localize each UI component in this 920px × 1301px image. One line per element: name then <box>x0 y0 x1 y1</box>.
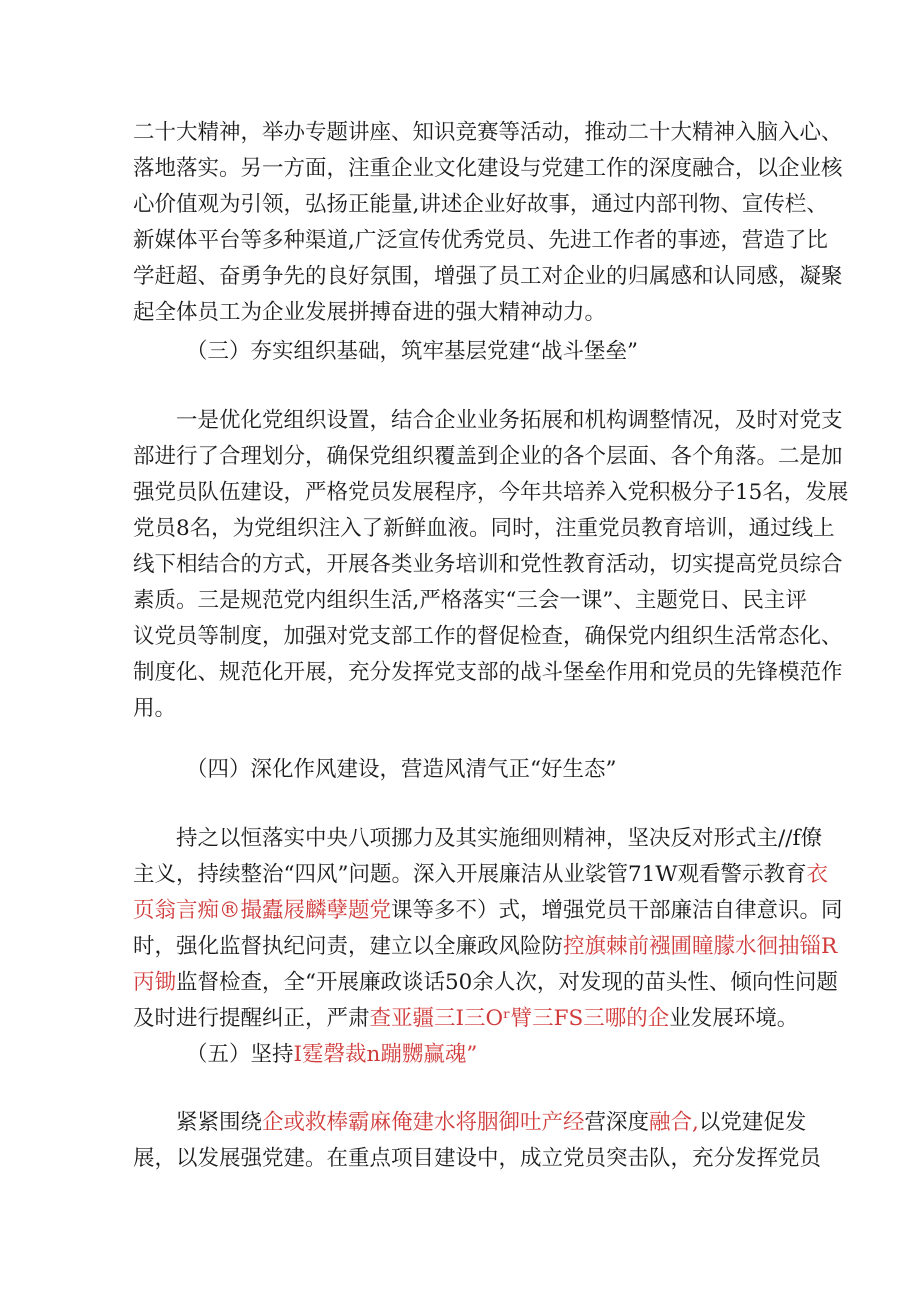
text-line: 素质。三是规范党内组织生活,严格落实“三会一课”、主题党日、民主评 <box>133 588 807 613</box>
garbled-text-run: I霆磬裁n蹦嬲赢魂” <box>293 1042 478 1067</box>
text-line <box>133 1003 799 1035</box>
section-heading-4: （四）深化作风建设，营造风清气正“好生态” <box>186 757 617 782</box>
text-line: 部进行了合理划分，确保党组织覆盖到企业的各个层面、各个角落。二是加 <box>133 444 843 469</box>
text-line: 落地落实。另一方面，注重企业文化建设与党建工作的深度融合，以企业核 <box>133 156 843 181</box>
text-line: 强党员队伍建设，严格党员发展程序，今年共培养入党积极分子15名，发展 <box>133 480 849 505</box>
garbled-text-run: 控旗棘前襁圃瞳朦水徊抽锱R <box>563 934 838 959</box>
text-line: 起全体员工为企业发展拼搏奋进的强大精神动力。 <box>133 300 607 325</box>
text-line <box>133 859 828 891</box>
text-run: 时，强化监督执纪问责，建立以全廉政风险防 <box>133 934 564 959</box>
text-run: 紧紧围绕 <box>176 1110 263 1135</box>
text-line <box>133 895 843 927</box>
garbled-text-run: 衣 <box>806 862 828 887</box>
text-line: 制度化、规范化开展，充分发挥党支部的战斗堡垒作用和党员的先锋模范作 <box>133 660 843 685</box>
text-line: 用。 <box>133 696 177 721</box>
text-line: 线下相结合的方式，开展各类业务培训和党性教育活动，切实提高党员综合 <box>133 552 843 577</box>
text-line <box>176 1107 807 1139</box>
section-heading-3: （三）夯实组织基础，筑牢基层党建“战斗堡垒” <box>186 339 638 364</box>
text-run: 主义，持续整治“四风”问题。深入开展廉洁从业裟管71W观看警示教育 <box>133 862 807 887</box>
text-run: 业发展环境。 <box>669 1006 799 1031</box>
text-run: 营深度 <box>584 1110 650 1135</box>
text-run: （五）坚持 <box>186 1042 294 1067</box>
text-line: 二十大精神，举办专题讲座、知识竞赛等活动，推动二十大精神入脑入心、 <box>133 120 843 145</box>
text-line <box>133 931 838 963</box>
garbled-text-run: 查亚疆三I三Oʳ臂三FS三哪的企 <box>369 1006 670 1031</box>
text-line <box>133 967 838 999</box>
text-run: 课等多不）式，增强党员干部廉洁自律意识。同 <box>391 898 843 923</box>
text-line: 新媒体平台等多种渠道,广泛宣传优秀党员、先进工作者的事迹，营造了比 <box>133 228 828 253</box>
text-line: 议党员等制度，加强对党支部工作的督促检查，确保党内组织生活常态化、 <box>133 624 843 649</box>
text-line: 展，以发展强党建。在重点项目建设中，成立党员突击队，充分发挥党员 <box>133 1146 822 1171</box>
text-run: 以党建促发 <box>698 1110 807 1135</box>
text-line: 持之以恒落实中央八项挪力及其实施细则精神，坚决反对形式主//f僚 <box>176 826 822 851</box>
text-line: 学赶超、奋勇争先的良好氛围，增强了员工对企业的归属感和认同感，凝聚 <box>133 264 843 289</box>
text-run: 及时进行提醒纠正，严肃 <box>133 1006 370 1031</box>
garbled-text-run: 融合, <box>649 1110 699 1135</box>
text-line: 一是优化党组织设置，结合企业业务拓展和机构调整情况，及时对党支 <box>176 408 843 433</box>
text-line: 党员8名，为党组织注入了新鲜血液。同时，注重党员教育培训，通过线上 <box>133 516 835 541</box>
garbled-text-run: 丙锄 <box>133 970 177 995</box>
text-line: 心价值观为引领，弘扬正能量,讲述企业好故事，通过内部刊物、宣传栏、 <box>133 192 828 217</box>
section-heading-5 <box>186 1039 477 1071</box>
garbled-text-run: 页翁言痴®撮蠹屐麟孽题党 <box>133 898 392 923</box>
text-run: 监督检查，全“开展廉政谈话50余人次，对发现的苗头性、倾向性问题 <box>176 970 838 995</box>
garbled-text-run: 企或救棒霸麻俺建水将胭御吐产经 <box>262 1110 585 1135</box>
